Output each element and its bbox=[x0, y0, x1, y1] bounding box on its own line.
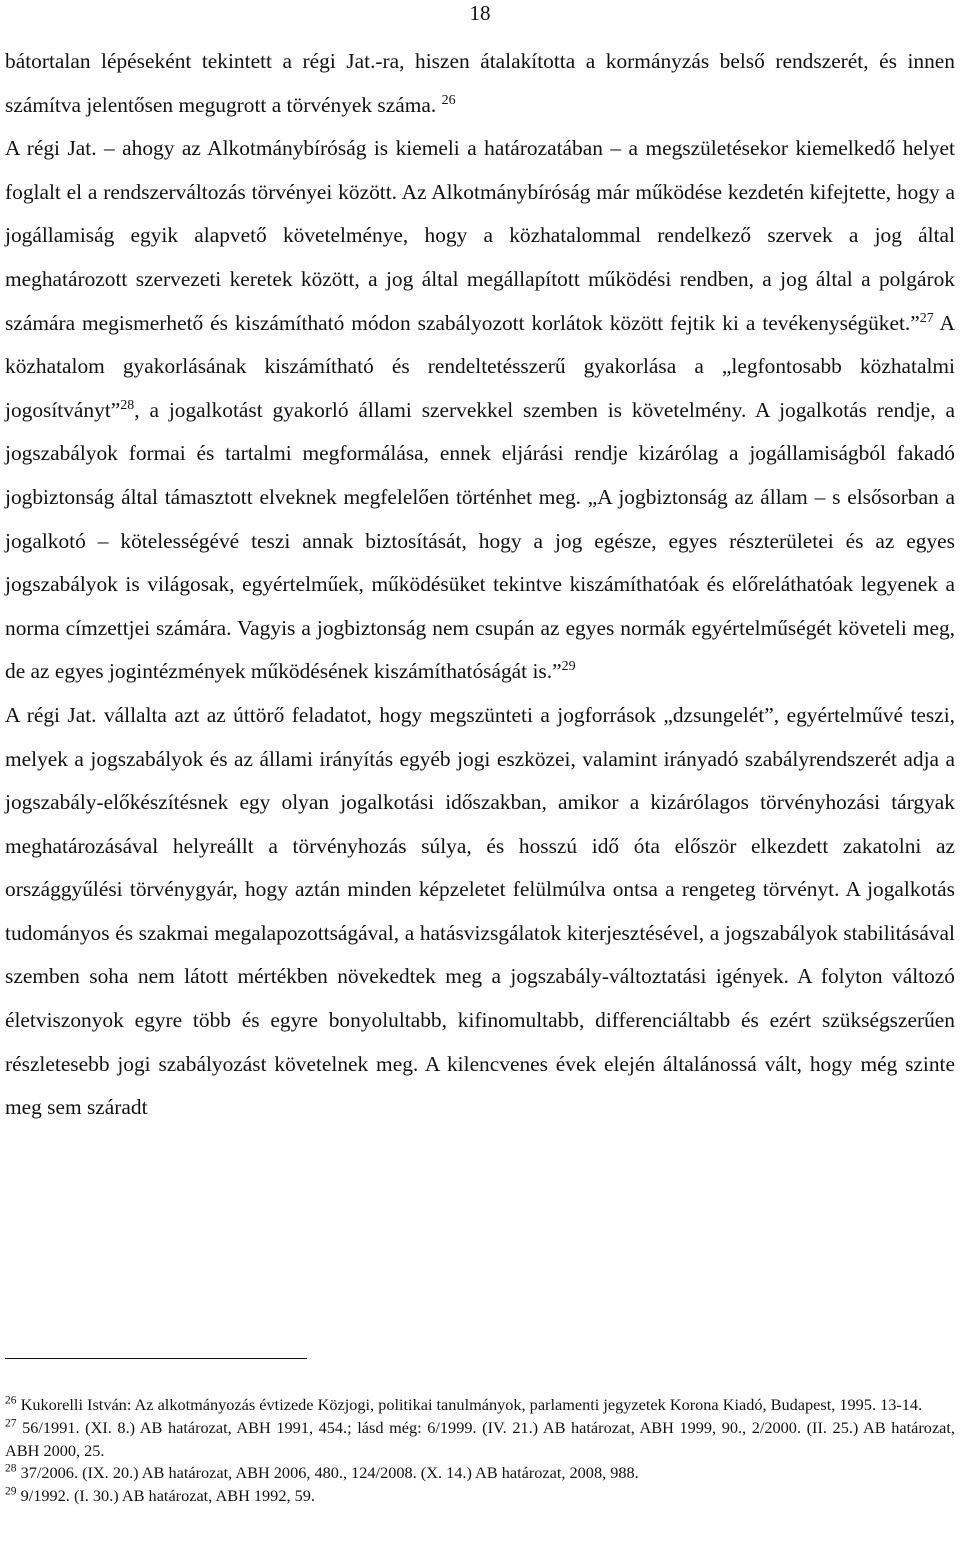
paragraph bbox=[5, 40, 955, 127]
paragraph-text: A régi Jat. vállalta azt az úttörő feladatot, hogy megszünteti a jogforrások „dzsungelét”, egyértelművé teszi, melyek a jogszabályok és az állami irányítás egyéb jogi eszközei, valamint irányadó szabályrendszerét adja a jogszabály-előkészítésnek egy olyan jogalkotási időszakban, amikor a kizárólagos törvényhozási tárgyak meghatározásával helyreállt a törvényhozás súlya, és hosszú idő óta először elkezdett zakatolni az országgyűlési törvénygyár, hogy aztán minden képzeletet felülmúlva ontsa a rengeteg törvényt. A jogalkotás tudományos és szakmai megalapozottságával, a hatásvizsgálatok kiterjesztésével, a jogszabályok stabilitásával szemben soha nem látott mértékben növekedtek meg a jogszabály-változtatási igények. A folyton változó életviszonyok egyre több és egyre bonyolultabb, kifinomultabb, differenciáltabb és ezért szükségszerűen részletesebb jogi szabályozást követelnek meg. A kilencvenes évek elején általánossá vált, hogy még szinte meg sem száradt bbox=[5, 702, 955, 1120]
footnote-reference: 26 bbox=[441, 92, 456, 108]
footnote-text: 37/2006. (IX. 20.) AB határozat, ABH 2006, 480., 124/2008. (X. 14.) AB határozat, 2008, 988. bbox=[16, 1463, 639, 1483]
footnote-number: 26 bbox=[5, 1394, 17, 1407]
footnote-text: Kukorelli István: Az alkotmányozás évtizede Közjogi, politikai tanulmányok, parlamenti jegyzetek Korona Kiadó, Budapest, 1995. 13-14. bbox=[16, 1395, 923, 1414]
paragraph-text: bátortalan lépéseként tekintett a régi Jat.-ra, hiszen átalakította a kormányzás belső rendszerét, és innen számítva jelentősen megugrott a törvények száma. bbox=[5, 49, 955, 117]
paragraph-text: A közhatalom gyakorlásának kiszámítható és rendeltetésszerű gyakorlása a „legfontosabb közhatalmi jogosítványt” bbox=[5, 310, 956, 422]
footnote-separator bbox=[5, 1358, 307, 1359]
footnote-text: 9/1992. (I. 30.) AB határozat, ABH 1992, 59. bbox=[16, 1486, 315, 1506]
paragraph-text: , a jogalkotást gyakorló állami szervekkel szemben is követelmény. A jogalkotás rendje, a jogszabályok formai és tartalmi megformálása, ennek eljárási rendje kizárólag a jogállamiságból fakadó jogbiztonság által támasztott elveknek megfelelően történhet meg. „A jogbiztonság az állam – s elsősorban a jogalkotó – kötelességévé teszi annak biztosítását, hogy a jog egésze, egyes részterületei és az egyes jogszabályok is világosak, egyértelműek, működésüket tekintve kiszámíthatóak és előreláthatóak legyenek a norma címzettjei számára. Vagyis a jogbiztonság nem csupán az egyes normák egyértelműségét követeli meg, de az egyes jogintézmények működésének kiszámíthatóságát is.” bbox=[5, 397, 955, 684]
body-text bbox=[5, 40, 955, 1130]
footnote-number: 28 bbox=[5, 1462, 17, 1475]
paragraph bbox=[5, 694, 955, 1130]
footnote-reference: 28 bbox=[120, 397, 135, 413]
footnote bbox=[5, 1485, 955, 1508]
footnote-number: 27 bbox=[5, 1417, 17, 1430]
footnote bbox=[5, 1417, 955, 1463]
footnote-number: 29 bbox=[5, 1485, 17, 1498]
paragraph-text: A régi Jat. – ahogy az Alkotmánybíróság is kiemeli a határozatában – a megszületésekor kiemelkedő helyet foglalt el a rendszerváltozás törvényei között. Az Alkotmánybíróság már működése kezdetén kifejtette, hogy a jogállamiság egyik alapvető követelménye, hogy a közhatalommal rendelkező szervek a jog által meghatározott szervezeti keretek között, a jog által megállapított működési rendben, a jog által a polgárok számára megismerhető és kiszámítható módon szabályozott korlátok között fejtik ki a tevékenységüket.” bbox=[5, 136, 955, 335]
footnote bbox=[5, 1462, 955, 1485]
footnote-text: 56/1991. (XI. 8.) AB határozat, ABH 1991, 454.; lásd még: 6/1999. (IV. 21.) AB határozat, ABH 1999, 90., 2/2000. (II. 25.) AB határozat, ABH 2000, 25. bbox=[5, 1417, 955, 1460]
footnote-reference: 29 bbox=[561, 659, 576, 675]
footnote-reference: 27 bbox=[919, 310, 934, 326]
footnotes bbox=[5, 1394, 955, 1508]
paragraph bbox=[5, 127, 955, 694]
page-number: 18 bbox=[469, 1, 491, 25]
footnote bbox=[5, 1394, 955, 1417]
